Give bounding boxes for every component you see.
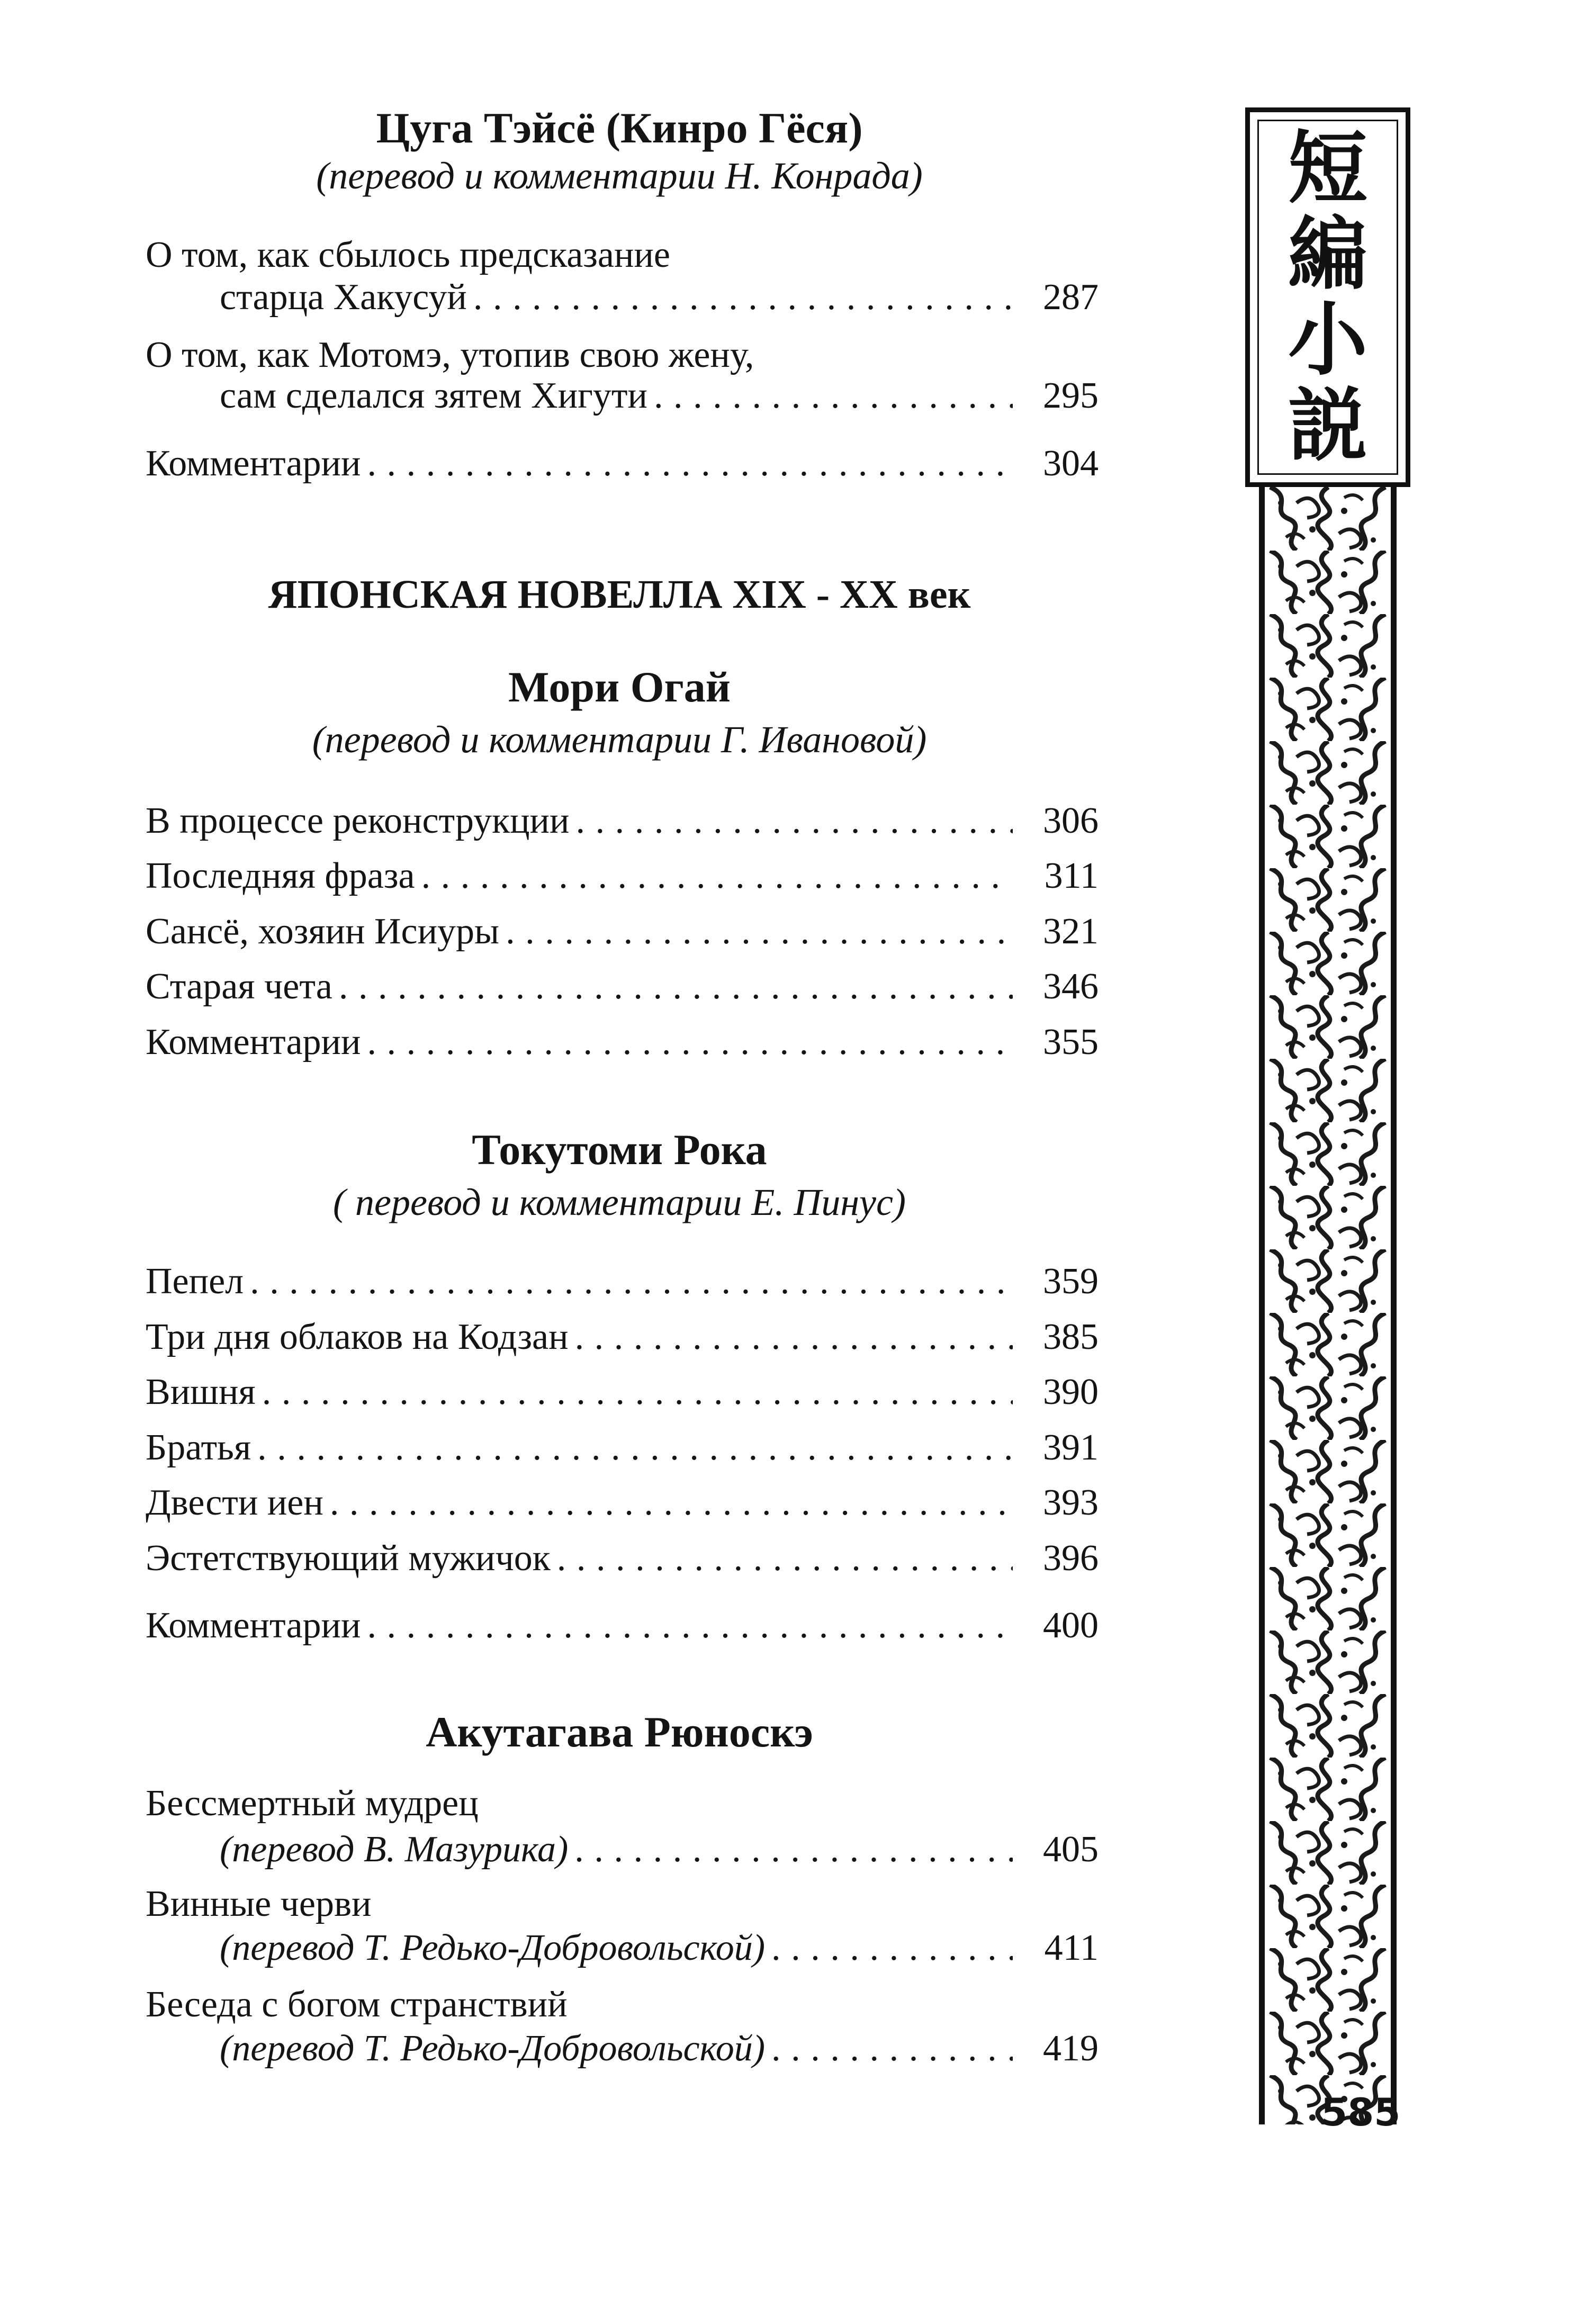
toc-entry-title: Сансё, хозяин Исиуры bbox=[146, 911, 500, 952]
dot-leader bbox=[339, 963, 1013, 1010]
toc-entry-title: Беседа с богом странствий bbox=[146, 1984, 568, 2025]
banner-char: 短 bbox=[1288, 122, 1367, 215]
page-number: 355 bbox=[1043, 1022, 1099, 1062]
toc-entry[interactable] bbox=[220, 1826, 1099, 1873]
toc-entry-title: Комментарии bbox=[146, 1022, 361, 1062]
page-number-folio: 585 bbox=[1321, 2090, 1401, 2134]
page-number: 385 bbox=[1043, 1317, 1099, 1357]
toc-entry-title: Вишня bbox=[146, 1372, 256, 1412]
page-number: 390 bbox=[1043, 1372, 1099, 1412]
page-number: 400 bbox=[1043, 1605, 1099, 1646]
toc-entry-title: В процессе реконструкции bbox=[146, 800, 570, 841]
toc-entry-title: Комментарии bbox=[146, 1605, 361, 1646]
page-number: 419 bbox=[1043, 2028, 1099, 2069]
banner-title-box bbox=[1245, 107, 1410, 487]
translator-credit: (перевод В. Мазурика) bbox=[220, 1829, 569, 1870]
page-number: 306 bbox=[1043, 800, 1099, 841]
toc-entry-title: Винные черви bbox=[146, 1884, 372, 1924]
translator-credit: (перевод Т. Редько-Добровольской) bbox=[220, 1927, 766, 1968]
page-number: 287 bbox=[1043, 277, 1099, 318]
dot-leader bbox=[506, 908, 1013, 955]
toc-entry-title: Бессмертный мудрец bbox=[146, 1783, 479, 1824]
toc-entry[interactable] bbox=[146, 1258, 1099, 1305]
page-number: 396 bbox=[1043, 1538, 1099, 1579]
toc-entry[interactable] bbox=[146, 908, 1099, 955]
translator-credit: (перевод Т. Редько-Добровольской) bbox=[220, 2028, 766, 2069]
dot-leader bbox=[557, 1535, 1013, 1582]
page-number: 346 bbox=[1043, 966, 1099, 1007]
banner-char: 編 bbox=[1288, 208, 1367, 301]
toc-entry-title: Комментарии bbox=[146, 443, 361, 484]
toc-entry[interactable] bbox=[146, 1369, 1099, 1416]
dot-leader bbox=[771, 1925, 1013, 1971]
ornamental-pattern bbox=[1259, 487, 1397, 2124]
author-heading-mori: Мори Огай bbox=[508, 663, 731, 711]
toc-entry[interactable] bbox=[146, 1480, 1099, 1526]
toc-entry-title: О том, как Мотомэ, утопив свою жену, bbox=[146, 335, 754, 375]
banner-char: 説 bbox=[1288, 380, 1367, 472]
dot-leader bbox=[262, 1369, 1013, 1416]
dot-leader bbox=[575, 1314, 1013, 1361]
dot-leader bbox=[367, 440, 1013, 487]
dot-leader bbox=[421, 853, 1013, 899]
page-number: 359 bbox=[1043, 1261, 1099, 1302]
toc-entry-title: Последняя фраза bbox=[146, 855, 415, 896]
dot-leader bbox=[575, 798, 1013, 844]
page-number: 391 bbox=[1043, 1427, 1099, 1468]
toc-entry-commentary[interactable] bbox=[146, 1602, 1099, 1649]
toc-entry-title: Двести иен bbox=[146, 1482, 323, 1523]
banner-char: 小 bbox=[1288, 294, 1367, 386]
translator-credit-tokutomi: ( перевод и комментарии Е. Пинус) bbox=[333, 1181, 906, 1223]
dot-leader bbox=[574, 1826, 1013, 1873]
toc-entry-title: Эстетствующий мужичок bbox=[146, 1538, 551, 1579]
toc-entry[interactable] bbox=[146, 1535, 1099, 1582]
page-number: 393 bbox=[1043, 1482, 1099, 1523]
author-heading-tokutomi: Токутоми Рока bbox=[472, 1125, 767, 1174]
part-heading: ЯПОНСКАЯ НОВЕЛЛА XIX - XX век bbox=[268, 572, 971, 617]
toc-entry[interactable] bbox=[220, 373, 1099, 419]
toc-entry[interactable] bbox=[146, 1425, 1099, 1471]
page-number: 411 bbox=[1044, 1927, 1099, 1968]
page-number: 405 bbox=[1043, 1829, 1099, 1870]
toc-entry[interactable] bbox=[146, 798, 1099, 844]
toc-entry-title: сам сделался зятем Хигути bbox=[220, 375, 647, 416]
page-number: 304 bbox=[1043, 443, 1099, 484]
toc-entry-title: Три дня облаков на Кодзан bbox=[146, 1317, 569, 1357]
toc-entry[interactable] bbox=[146, 963, 1099, 1010]
toc-entry-title: старца Хакусуй bbox=[220, 277, 467, 318]
dot-leader bbox=[654, 373, 1013, 419]
toc-entry[interactable] bbox=[220, 274, 1099, 321]
dot-leader bbox=[250, 1258, 1013, 1305]
toc-entry-title: Братья bbox=[146, 1427, 251, 1468]
author-heading-akutagawa: Акутагава Рюноскэ bbox=[426, 1708, 813, 1756]
toc-entry-title: О том, как сбылось предсказание bbox=[146, 235, 670, 275]
toc-entry-commentary[interactable] bbox=[146, 1019, 1099, 1066]
toc-entry-commentary[interactable] bbox=[146, 440, 1099, 487]
toc-entry[interactable] bbox=[146, 853, 1099, 899]
page-number: 321 bbox=[1043, 911, 1099, 952]
toc-entry[interactable] bbox=[146, 1314, 1099, 1361]
dot-leader bbox=[330, 1480, 1013, 1526]
author-heading-tsuga: Цуга Тэйсё (Кинро Гёся) bbox=[376, 104, 863, 152]
translator-credit-mori: (перевод и комментарии Г. Ивановой) bbox=[312, 718, 927, 761]
toc-entry[interactable] bbox=[220, 1925, 1099, 1971]
dot-leader bbox=[367, 1602, 1013, 1649]
translator-credit-tsuga: (перевод и комментарии Н. Конрада) bbox=[316, 155, 923, 197]
toc-entry-title: Пепел bbox=[146, 1261, 244, 1302]
decorative-banner bbox=[1245, 107, 1410, 2124]
dot-leader bbox=[771, 2025, 1013, 2072]
page-number: 311 bbox=[1044, 855, 1099, 896]
dot-leader bbox=[473, 274, 1013, 321]
dot-leader bbox=[367, 1019, 1013, 1066]
dot-leader bbox=[257, 1425, 1013, 1471]
toc-entry-title: Старая чета bbox=[146, 966, 332, 1007]
page-number: 295 bbox=[1043, 375, 1099, 416]
toc-entry[interactable] bbox=[220, 2025, 1099, 2072]
